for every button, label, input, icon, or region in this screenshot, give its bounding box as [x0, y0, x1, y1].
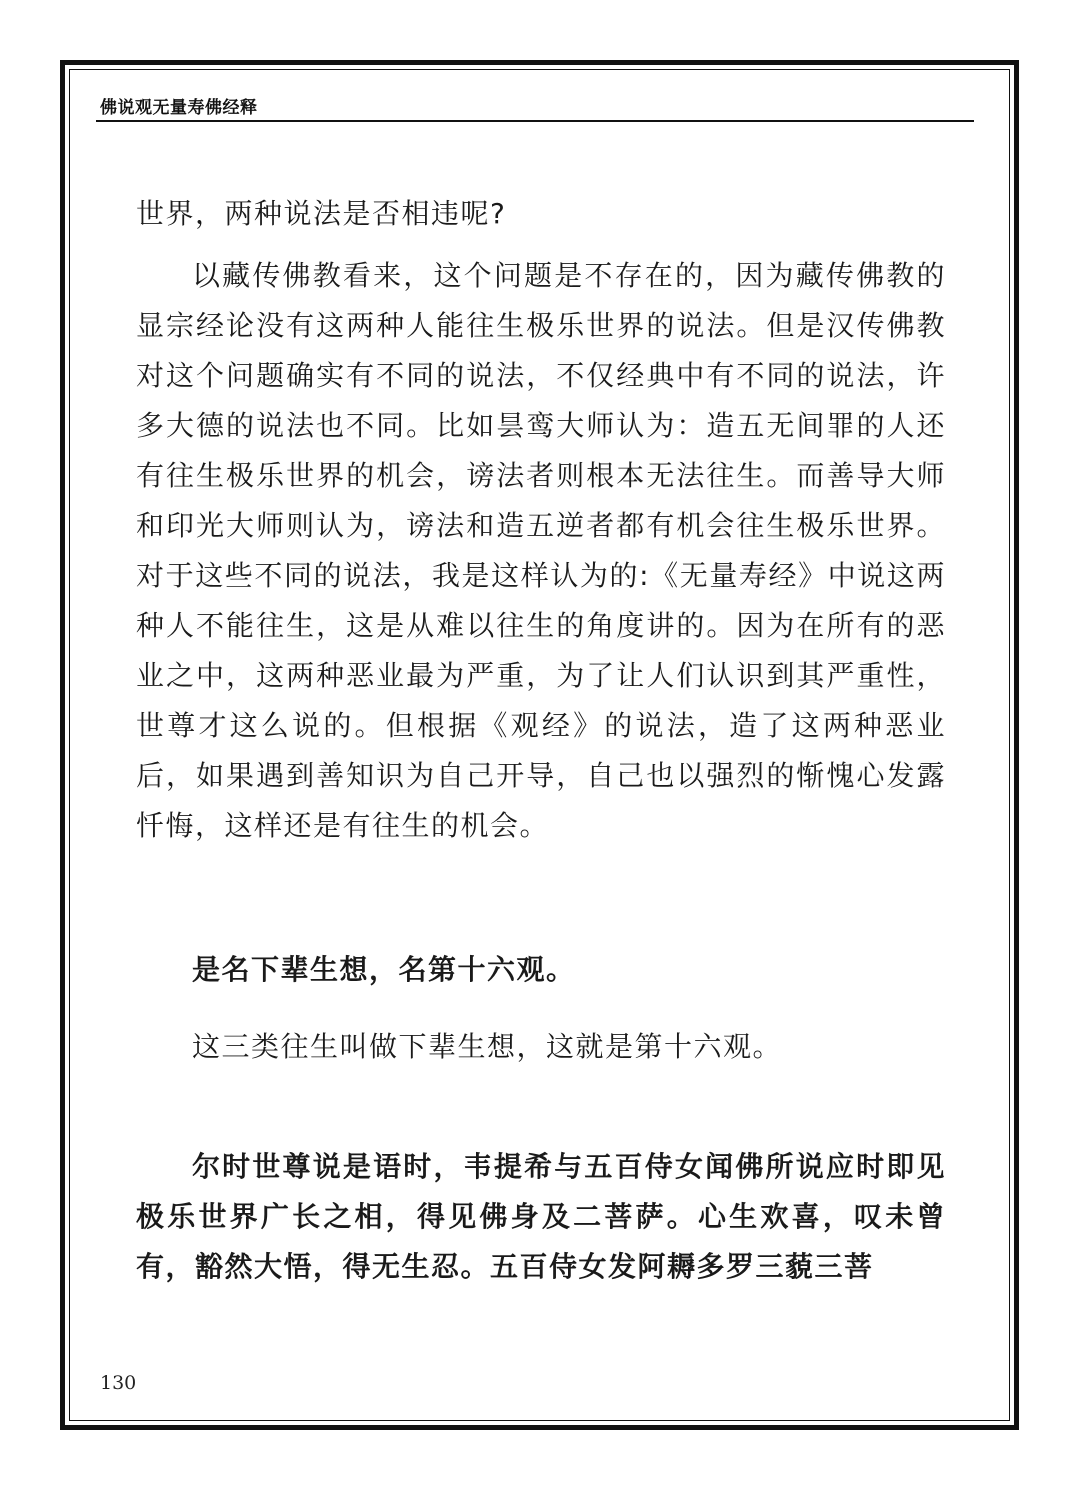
paragraph-explanation: 这三类往生叫做下辈生想，这就是第十六观。 [192, 1030, 783, 1063]
sutra-quote-vaidehi: 尔时世尊说是语时，韦提希与五百侍女闻佛所说应时即见极乐世界广长之相，得见佛身及二菩萨。心生欢喜，叹未曾有，豁然大悟，得无生忍。五百侍女发阿耨多罗三藐三菩 [136, 1150, 946, 1283]
header-divider [96, 120, 974, 122]
paragraph-commentary: 以藏传佛教看来，这个问题是不存在的，因为藏传佛教的显宗经论没有这两种人能往生极乐世界的说法。但是汉传佛教对这个问题确实有不同的说法，不仅经典中有不同的说法，许多大德的说法也不同。比如昙鸾大师认为：造五无间罪的人还有往生极乐世界的机会，谤法者则根本无法往生。而善导大师和印光大师则认为，谤法和造五逆者都有机会往生极乐世界。对于这些不同的说法，我是这样认为的:《无量寿经》中说这两种人不能往生，这是从难以往生的角度讲的。因为在所有的恶业之中，这两种恶业最为严重，为了让人们认识到其严重性，世尊才这么说的。但根据《观经》的说法，造了这两种恶业后，如果遇到善知识为自己开导，自己也以强烈的惭愧心发露忏悔，这样还是有往生的机会。 [136, 259, 946, 842]
page-number: 130 [100, 1372, 137, 1394]
page-body [136, 189, 946, 1292]
running-header-title: 佛说观无量寿佛经释 [100, 98, 258, 118]
paragraph-continued: 世界，两种说法是否相违呢? [136, 197, 507, 230]
sutra-quote-16th-contemplation: 是名下辈生想，名第十六观。 [192, 953, 576, 986]
